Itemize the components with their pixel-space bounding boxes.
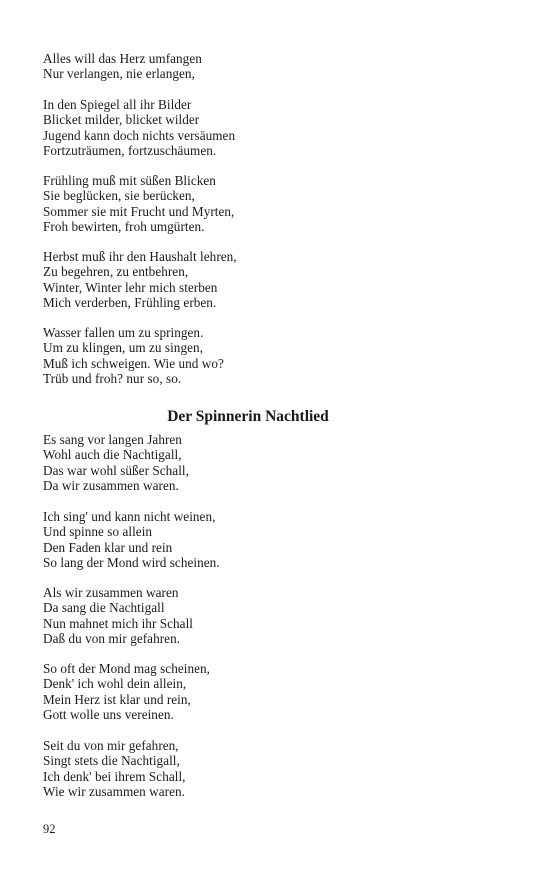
stanza <box>43 249 483 310</box>
verse-line: Frühling muß mit süßen Blicken <box>43 173 216 188</box>
verse-line: Es sang vor langen Jahren <box>43 432 182 447</box>
stanza <box>43 51 483 82</box>
verse-line: Wasser fallen um zu springen. <box>43 325 204 340</box>
verse-line: Trüb und froh? nur so, so. <box>43 370 182 386</box>
stanza <box>43 97 483 158</box>
verse-line: Da wir zusammen waren. <box>43 477 179 493</box>
verse-line: Mich verderben, Frühling erben. <box>43 294 217 310</box>
verse-line: Sommer sie mit Frucht und Myrten, <box>43 203 235 219</box>
verse-line: Wohl auch die Nachtigall, <box>43 447 182 463</box>
verse-line: Nun mahnet mich ihr Schall <box>43 615 193 631</box>
verse-line: Um zu klingen, um zu singen, <box>43 340 203 356</box>
verse-line: Das war wohl süßer Schall, <box>43 462 189 478</box>
verse-line: Seit du von mir gefahren, <box>43 738 179 753</box>
verse-line: Gott wolle uns vereinen. <box>43 706 174 722</box>
stanza <box>43 432 483 493</box>
stanza <box>43 325 483 386</box>
verse-line: Zu begehren, zu entbehren, <box>43 264 189 280</box>
verse-line: Und spinne so allein <box>43 524 153 540</box>
stanza <box>43 738 483 799</box>
verse-line: Denk' ich wohl dein allein, <box>43 676 187 692</box>
verse-line: Als wir zusammen waren <box>43 585 179 600</box>
verse-line: Sie beglücken, sie berücken, <box>43 188 195 204</box>
verse-line: Muß ich schweigen. Wie und wo? <box>43 355 224 371</box>
verse-line: Winter, Winter lehr mich sterben <box>43 279 218 295</box>
verse-line: Ich denk' bei ihrem Schall, <box>43 768 186 784</box>
verse-line: Singt stets die Nachtigall, <box>43 753 180 769</box>
page-number: 92 <box>43 822 56 836</box>
stanza <box>43 173 483 234</box>
verse-line: Ich sing' und kann nicht weinen, <box>43 509 216 524</box>
verse-line: Wie wir zusammen waren. <box>43 783 185 799</box>
poem-title: Der Spinnerin Nachtlied <box>167 408 329 425</box>
verse-line: Mein Herz ist klar und rein, <box>43 691 191 707</box>
verse-line: Fortzuträumen, fortzuschäumen. <box>43 142 217 158</box>
stanza <box>43 509 483 570</box>
verse-line: Daß du von mir gefahren. <box>43 630 181 646</box>
verse-line: Da sang die Nachtigall <box>43 600 165 616</box>
verse-line: So oft der Mond mag scheinen, <box>43 661 210 676</box>
verse-line: Jugend kann doch nichts versäumen <box>43 127 236 143</box>
verse-line: Den Faden klar und rein <box>43 539 173 555</box>
verse-line: Blicket milder, blicket wilder <box>43 112 200 128</box>
verse-line: In den Spiegel all ihr Bilder <box>43 97 192 112</box>
stanza <box>43 585 483 646</box>
verse-line: Alles will das Herz umfangen <box>43 51 202 66</box>
verse-line: Nur verlangen, nie erlangen, <box>43 66 195 82</box>
verse-line: Herbst muß ihr den Haushalt lehren, <box>43 249 237 264</box>
stanza <box>43 661 483 722</box>
verse-line: So lang der Mond wird scheinen. <box>43 554 220 570</box>
verse-line: Froh bewirten, froh umgürten. <box>43 218 205 234</box>
